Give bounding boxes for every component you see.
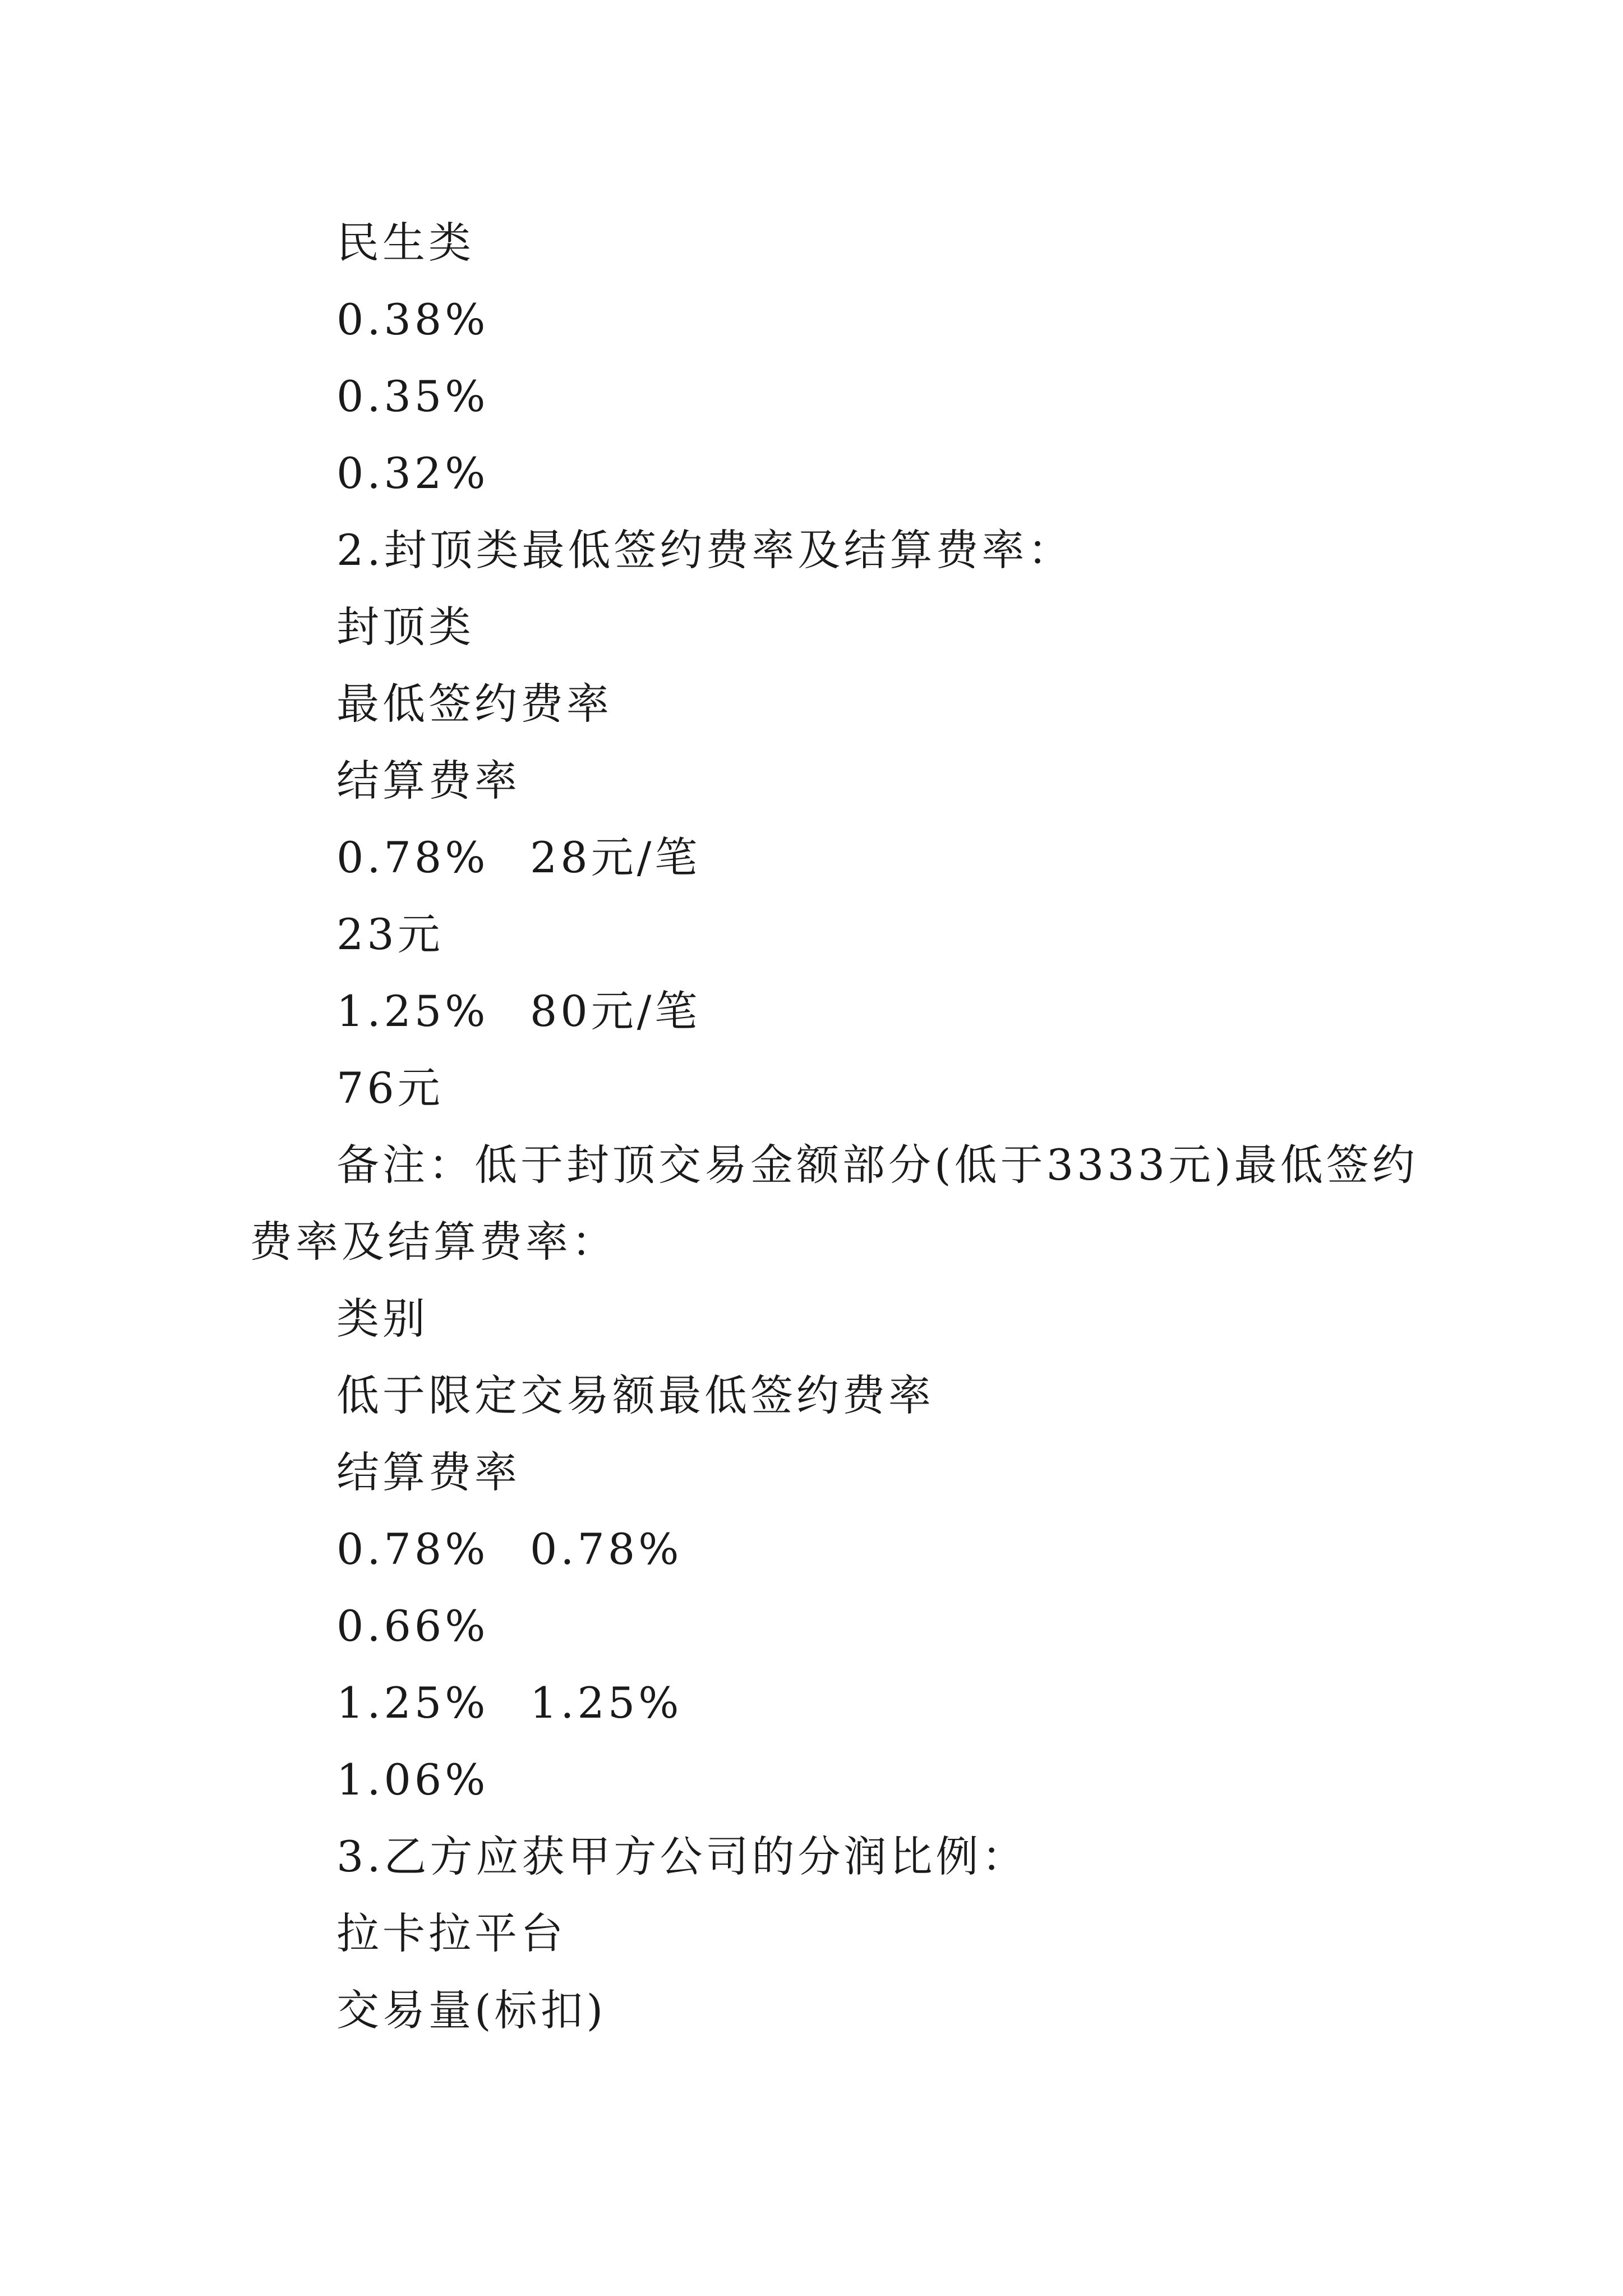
settlement-cell: 76元 bbox=[336, 1063, 444, 1113]
min-rate-cell: 1.25% bbox=[530, 1678, 683, 1728]
category-cell: 1.25% bbox=[336, 1678, 489, 1728]
table-row bbox=[336, 983, 701, 1039]
table-header-min-rate-below-limit: 低于限定交易额最低签约费率 bbox=[336, 1370, 934, 1420]
table-header-settlement-rate: 结算费率 bbox=[336, 756, 520, 806]
category-cell: 0.78% bbox=[336, 1524, 489, 1574]
category-minsheng: 民生类 bbox=[336, 218, 474, 268]
min-rate-cell: 0.78% bbox=[530, 1524, 683, 1574]
remark-paragraph-continued: 费率及结算费率： bbox=[250, 1217, 617, 1267]
settlement-cell: 1.06% bbox=[336, 1755, 489, 1805]
table-row bbox=[336, 830, 701, 886]
section-heading-3: 3.乙方应获甲方公司的分润比例： bbox=[336, 1832, 1028, 1881]
rate-cell: 1.25% bbox=[336, 986, 489, 1036]
table-row bbox=[336, 1521, 683, 1577]
remark-paragraph: 备注：低于封顶交易金额部分(低于3333元)最低签约 bbox=[336, 1140, 1418, 1190]
settlement-cell: 23元 bbox=[336, 909, 444, 959]
volume-label: 交易量(标扣) bbox=[336, 1985, 607, 2035]
rate-line: 0.32% bbox=[336, 448, 489, 498]
table-header-settlement-rate: 结算费率 bbox=[336, 1447, 520, 1497]
cap-cell: 80元/笔 bbox=[530, 986, 701, 1036]
platform-label: 拉卡拉平台 bbox=[336, 1908, 566, 1958]
rate-line: 0.38% bbox=[336, 295, 489, 344]
section-heading-2: 2.封顶类最低签约费率及结算费率： bbox=[336, 525, 1074, 575]
table-header-category: 类别 bbox=[336, 1294, 428, 1343]
cap-cell: 28元/笔 bbox=[530, 832, 701, 882]
rate-cell: 0.78% bbox=[336, 832, 489, 882]
settlement-cell: 0.66% bbox=[336, 1601, 489, 1651]
table-header-min-rate: 最低签约费率 bbox=[336, 679, 612, 729]
table-row bbox=[336, 1675, 683, 1731]
rate-line: 0.35% bbox=[336, 371, 489, 421]
table-header-category: 封顶类 bbox=[336, 602, 474, 652]
